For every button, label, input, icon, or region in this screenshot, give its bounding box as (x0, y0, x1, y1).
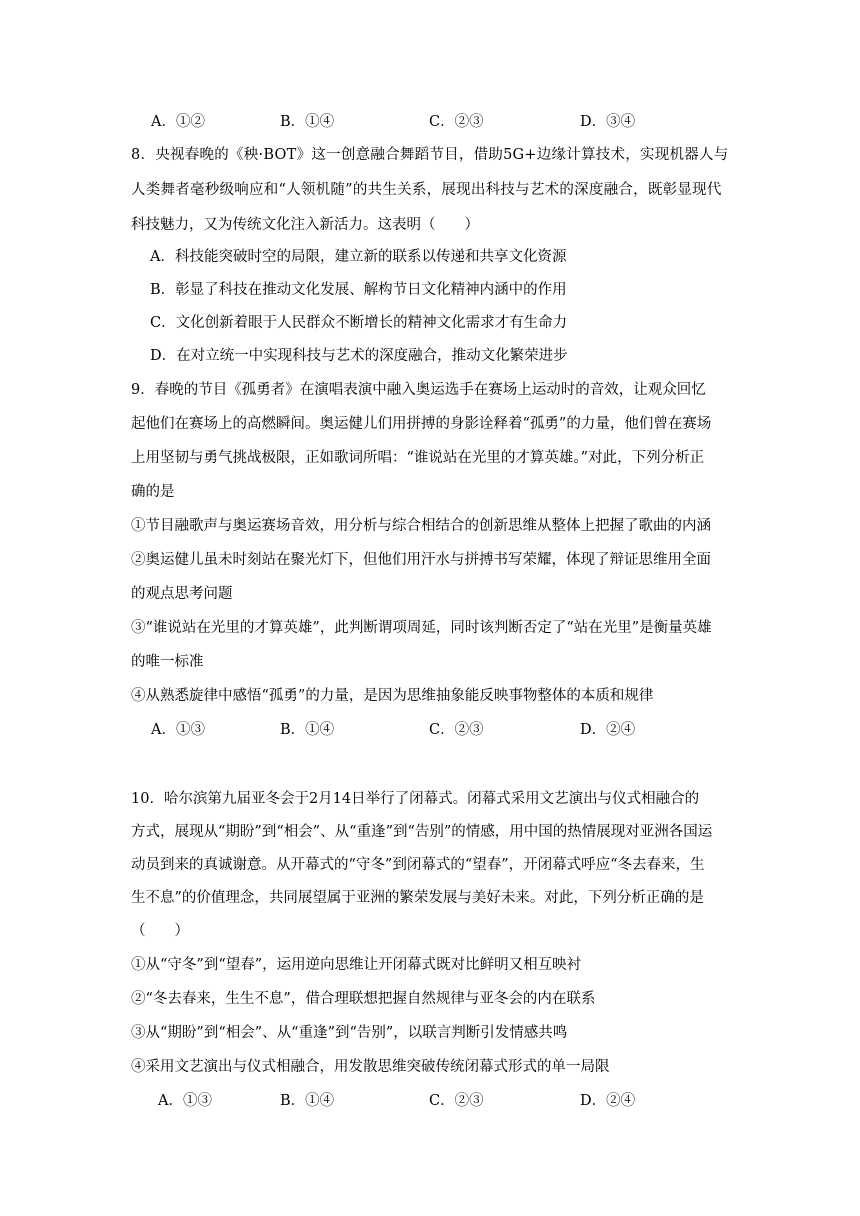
q9-statement-2: ②奥运健儿虽未时刻站在聚光灯下，但他们用汗水与拼搏书写荣耀，体现了辩证思维用全面 (131, 552, 711, 568)
q8-stem-line-2: 人类舞者毫秒级响应和“人领机随”的共生关系，展现出科技与艺术的深度融合，既彰显现代 (131, 182, 722, 198)
q9-option-a: A．①③ (151, 722, 205, 738)
q7-option-a: A．①② (151, 114, 205, 130)
q7-option-b: B．①④ (280, 114, 335, 130)
q8-stem-line-3: 科技魅力，又为传统文化注入新活力。这表明（ ） (131, 217, 479, 233)
q10-statement-2: ②“冬去春来，生生不息”，借合理联想把握自然规律与亚冬会的内在联系 (131, 991, 596, 1007)
q10-option-a: A．①③ (158, 1093, 212, 1109)
q10-option-c: C．②③ (429, 1093, 484, 1109)
q7-option-c: C．②③ (429, 114, 484, 130)
q10-stem-line-5: （ ） (131, 923, 189, 939)
q10-statement-4: ④采用文艺演出与仪式相融合，用发散思维突破传统闭幕式形式的单一局限 (131, 1059, 610, 1075)
q10-stem-line-3: 动员到来的真诚谢意。从开幕式的“守冬”到闭幕式的“望春”，开闭幕式呼应“冬去春来，生 (131, 857, 705, 873)
q10-statement-1: ①从“守冬”到“望春”，运用逆向思维让开闭幕式既对比鲜明又相互映衬 (131, 957, 582, 973)
q8-stem-line-1: 8．央视春晚的《秧·BOT》这一创意融合舞蹈节目，借助5G+边缘计算技术，实现机器人与 (131, 147, 729, 163)
q9-option-b: B．①④ (280, 722, 335, 738)
q9-option-c: C．②③ (429, 722, 484, 738)
q7-option-d: D．③④ (580, 114, 636, 130)
q10-option-b: B．①④ (280, 1093, 335, 1109)
q9-stem-line-2: 起他们在赛场上的高燃瞬间。奥运健儿们用拼搏的身影诠释着“孤勇”的力量，他们曾在赛场 (131, 416, 712, 432)
q9-option-d: D．②④ (580, 722, 636, 738)
q8-option-d: D．在对立统一中实现科技与艺术的深度融合，推动文化繁荣进步 (150, 348, 568, 364)
q8-option-a: A．科技能突破时空的局限，建立新的联系以传递和共享文化资源 (150, 249, 567, 265)
q9-stem-line-4: 确的是 (131, 484, 175, 500)
q10-stem-line-2: 方式，展现从“期盼”到“相会”、从“重逢”到“告别”的情感，用中国的热情展现对亚洲各国运 (131, 824, 713, 840)
q10-stem-line-1: 10．哈尔滨第九届亚冬会于2月14日举行了闭幕式。闭幕式采用文艺演出与仪式相融合的 (131, 791, 700, 807)
q9-statement-1: ①节目融歌声与奥运赛场音效，用分析与综合相结合的创新思维从整体上把握了歌曲的内涵 (131, 518, 711, 534)
q9-stem-line-3: 上用坚韧与勇气挑战极限，正如歌词所唱：“谁说站在光里的才算英雄。”对此，下列分析正 (131, 450, 705, 466)
q9-statement-2-cont: 的观点思考问题 (131, 586, 233, 602)
q10-statement-3: ③从“期盼”到“相会”、从“重逢”到“告别”，以联言判断引发情感共鸣 (131, 1025, 568, 1041)
q10-stem-line-4: 生不息”的价值理念，共同展望属于亚洲的繁荣发展与美好未来。对此，下列分析正确的是 (131, 890, 704, 906)
q10-option-d: D．②④ (580, 1093, 636, 1109)
q8-option-b: B．彰显了科技在推动文化发展、解构节日文化精神内涵中的作用 (150, 282, 567, 298)
q8-option-c: C．文化创新着眼于人民群众不断增长的精神文化需求才有生命力 (150, 315, 568, 331)
q9-statement-3: ③“谁说站在光里的才算英雄”，此判断谓项周延，同时该判断否定了“站在光里”是衡量英雄 (131, 620, 712, 636)
q9-stem-line-1: 9．春晚的节目《孤勇者》在演唱表演中融入奥运选手在赛场上运动时的音效，让观众回忆 (131, 382, 706, 398)
q9-statement-4: ④从熟悉旋律中感悟“孤勇”的力量，是因为思维抽象能反映事物整体的本质和规律 (131, 688, 654, 704)
q9-statement-3-cont: 的唯一标准 (131, 654, 204, 670)
